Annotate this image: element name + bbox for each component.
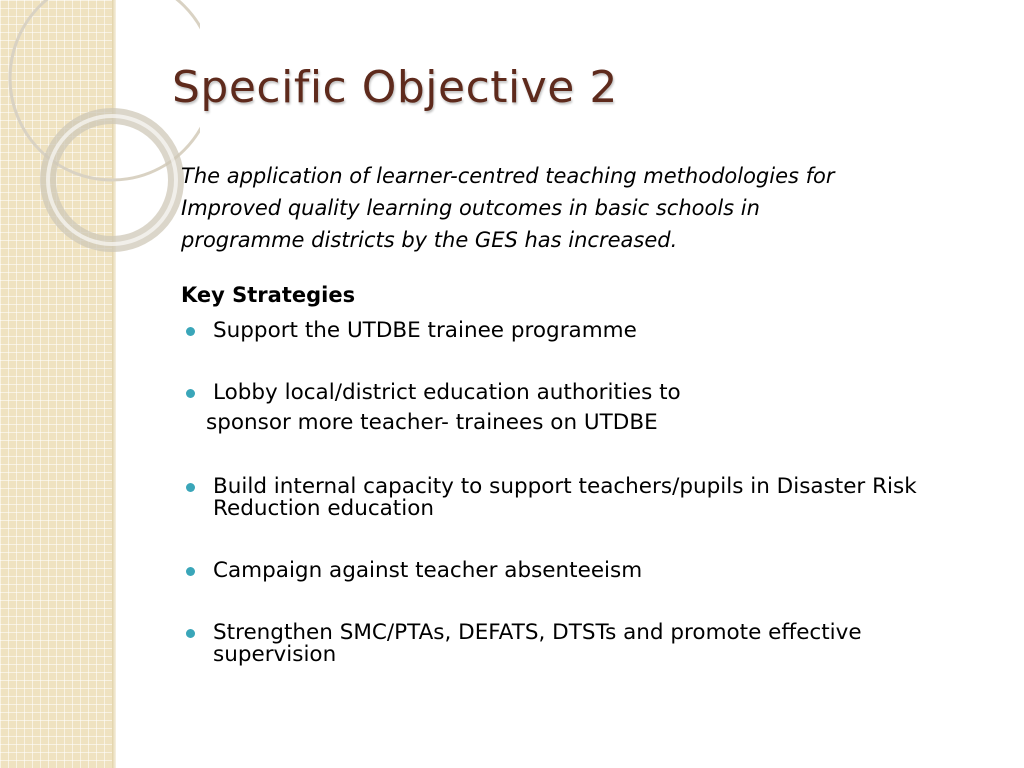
- objective-line: programme districts by the GES has increased.: [181, 228, 678, 252]
- bullet-dot-icon: [186, 567, 195, 576]
- strategy-text: Campaign against teacher absenteeism: [213, 558, 643, 583]
- bullet-dot-icon: [186, 629, 195, 638]
- strategy-bullet-item: [186, 622, 906, 666]
- bullet-dot-icon: [186, 483, 195, 492]
- slide-title: Specific Objective 2: [172, 62, 618, 113]
- strategy-bullet-item: [186, 560, 966, 582]
- objective-line: The application of learner-centred teaching methodologies for: [181, 164, 835, 188]
- strategy-continuation-line: sponsor more teacher- trainees on UTDBE: [206, 410, 658, 435]
- key-strategies-heading: Key Strategies: [181, 283, 356, 307]
- strategy-bullet-item: [186, 382, 966, 404]
- bullet-dot-icon: [186, 389, 195, 398]
- decorative-rings: [0, 0, 200, 300]
- objective-statement: [181, 160, 941, 256]
- strategy-bullet-item: [186, 320, 966, 342]
- strategy-text: Strengthen SMC/PTAs, DEFATS, DTSTs and promote effective supervision: [213, 620, 862, 667]
- bullet-dot-icon: [186, 327, 195, 336]
- strategy-text: Lobby local/district education authorities to: [213, 380, 681, 405]
- strategy-text: Build internal capacity to support teachers/pupils in Disaster Risk Reduction education: [213, 474, 917, 521]
- strategy-text: Support the UTDBE trainee programme: [213, 318, 637, 343]
- objective-line: Improved quality learning outcomes in basic schools in: [181, 196, 760, 220]
- strategy-bullet-item: [186, 476, 996, 520]
